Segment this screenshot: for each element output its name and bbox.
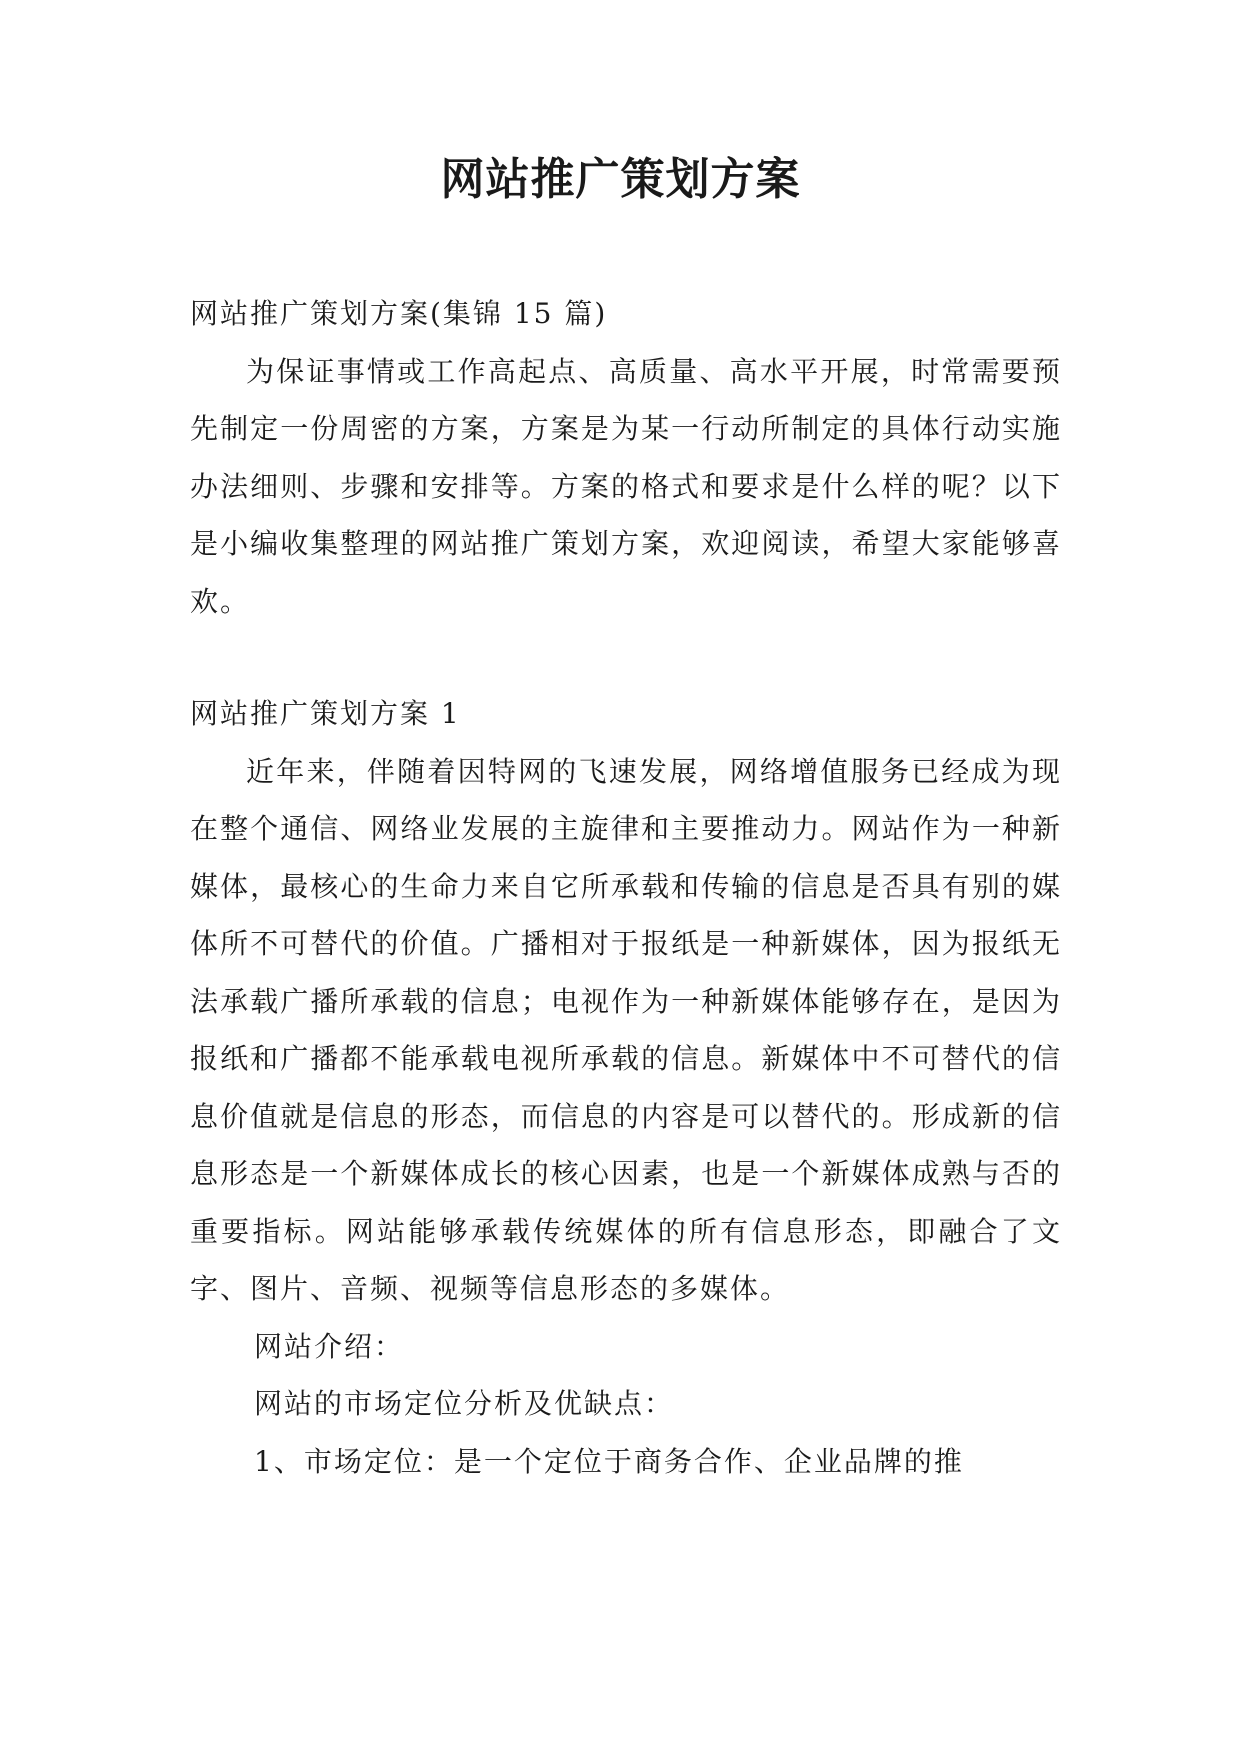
document-title: 网站推广策划方案	[440, 154, 801, 205]
website-intro-label: 网站介绍：	[254, 1329, 405, 1363]
section-1-paragraph: 近年来，伴随着因特网的飞速发展，网络增值服务已经成为现在整个通信、网络业发展的主旋律和主要推动力。网站作为一种新媒体，最核心的生命力来自它所承载和传输的信息是否具有别的媒体所不可替代的价值。广播相对于报纸是一种新媒体，因为报纸无法承载广播所承载的信息；电视作为一种新媒体能够存在，是因为报纸和广播都不能承载电视所承载的信息。新媒体中不可替代的信息价值就是信息的形态，而信息的内容是可以替代的。形成新的信息形态是一个新媒体成长的核心因素，也是一个新媒体成熟与否的重要指标。网站能够承载传统媒体的所有信息形态，即融合了文字、图片、音频、视频等信息形态的多媒体。	[190, 754, 1062, 1305]
market-analysis-label: 网站的市场定位分析及优缺点：	[254, 1387, 675, 1420]
section-1-heading: 网站推广策划方案 1	[190, 697, 461, 730]
market-positioning-item: 1、市场定位：是一个定位于商务合作、企业品牌的推	[254, 1444, 964, 1478]
document-subtitle: 网站推广策划方案(集锦 15 篇)	[190, 297, 608, 330]
document-body	[190, 285, 1062, 1490]
intro-paragraph: 为保证事情或工作高起点、高质量、高水平开展，时常需要预先制定一份周密的方案，方案是为某一行动所制定的具体行动实施办法细则、步骤和安排等。方案的格式和要求是什么样的呢？以下是小编收集整理的网站推广策划方案，欢迎阅读，希望大家能够喜欢。	[190, 354, 1062, 618]
section-gap	[190, 630, 1062, 685]
